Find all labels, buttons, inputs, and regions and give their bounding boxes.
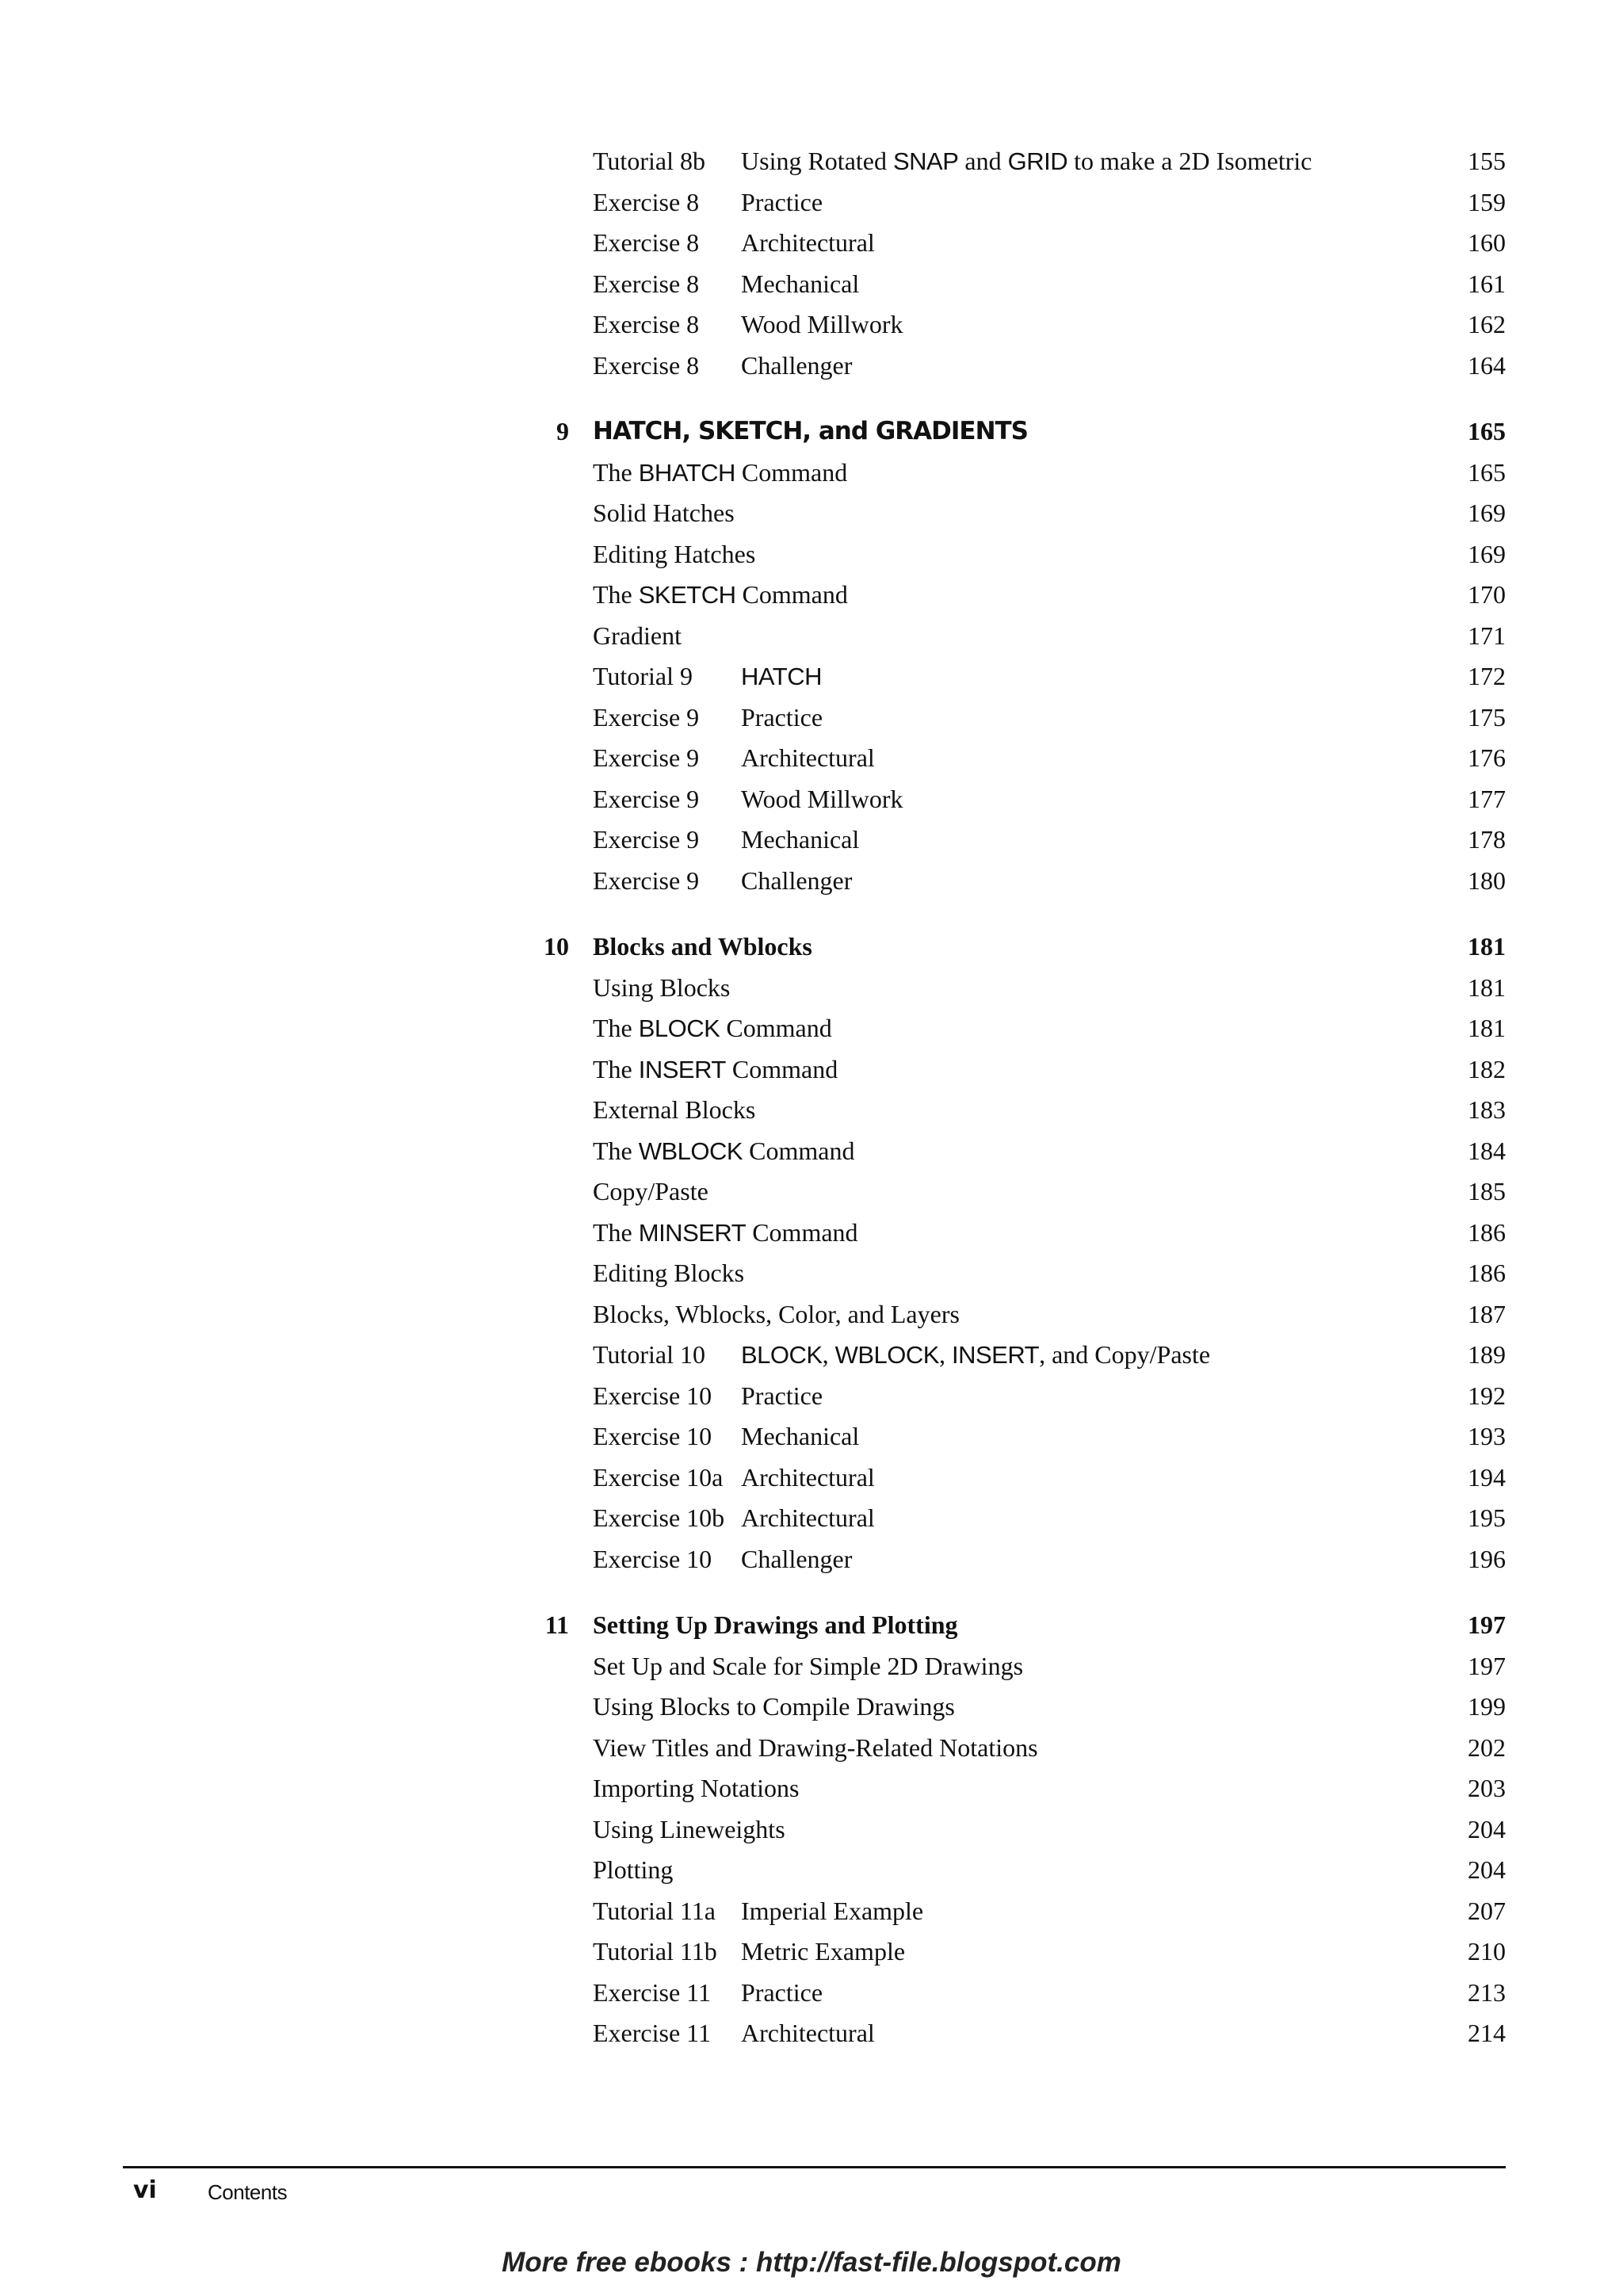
page-number: 171 — [1468, 621, 1506, 650]
toc-entry-row[interactable] — [0, 697, 1623, 737]
section-title: The BLOCK Command — [593, 1014, 832, 1042]
page-number: 202 — [1468, 1733, 1506, 1762]
page-number: 184 — [1468, 1137, 1506, 1165]
entry-label: Exercise 10b — [593, 1503, 725, 1532]
toc-entry-row[interactable] — [0, 861, 1623, 900]
page-number: 183 — [1468, 1095, 1506, 1124]
entry-title: Challenger — [741, 1545, 853, 1573]
toc-entry-row[interactable] — [0, 1539, 1623, 1579]
toc-entry-row[interactable] — [0, 182, 1623, 222]
toc-entry-row[interactable] — [0, 346, 1623, 385]
footer-page-number: vi — [133, 2176, 157, 2204]
page-number: 186 — [1468, 1218, 1506, 1247]
section-title: Solid Hatches — [593, 499, 735, 527]
entry-title: Architectural — [741, 1503, 875, 1532]
footer-section-label: Contents — [208, 2180, 288, 2204]
entry-label: Tutorial 8b — [593, 147, 705, 175]
toc-entry-row[interactable] — [0, 1973, 1623, 2012]
toc-section-row[interactable] — [0, 575, 1623, 614]
entry-title: BLOCK, WBLOCK, INSERT, and Copy/Paste — [741, 1340, 1211, 1369]
toc-entry-row[interactable] — [0, 1376, 1623, 1415]
entry-title: Using Rotated SNAP and GRID to make a 2D Isometric — [741, 147, 1312, 175]
toc-entry-row[interactable] — [0, 1891, 1623, 1931]
toc-section-row[interactable] — [0, 1646, 1623, 1686]
section-title: The MINSERT Command — [593, 1218, 858, 1247]
page-number: 189 — [1468, 1340, 1506, 1369]
page-number: 169 — [1468, 540, 1506, 568]
entry-label: Exercise 10 — [593, 1545, 712, 1573]
page-number: 176 — [1468, 743, 1506, 772]
toc-entry-row[interactable] — [0, 656, 1623, 696]
entry-label: Exercise 8 — [593, 228, 700, 257]
page-number: 187 — [1468, 1300, 1506, 1328]
section-title: The BHATCH Command — [593, 458, 848, 487]
page-number: 159 — [1468, 188, 1506, 216]
page-number: 181 — [1468, 973, 1506, 1002]
entry-title: Architectural — [741, 1463, 875, 1492]
toc-section-row[interactable] — [0, 1294, 1623, 1334]
toc-entry-row[interactable] — [0, 819, 1623, 859]
page-number: 165 — [1468, 458, 1506, 487]
toc-section-row[interactable] — [0, 1049, 1623, 1089]
chapter-title: Blocks and Wblocks — [593, 932, 812, 961]
page-number: 180 — [1468, 866, 1506, 895]
entry-title: Practice — [741, 703, 823, 732]
section-title: Editing Hatches — [593, 540, 756, 568]
page-number: 164 — [1468, 351, 1506, 380]
entry-title: Architectural — [741, 2019, 875, 2047]
toc-section-row[interactable] — [0, 453, 1623, 492]
toc-entry-row[interactable] — [0, 1498, 1623, 1538]
entry-label: Exercise 8 — [593, 351, 700, 380]
page-number: 214 — [1468, 2019, 1506, 2047]
entry-title: Challenger — [741, 866, 853, 895]
entry-title: Wood Millwork — [741, 785, 903, 813]
toc-section-row[interactable] — [0, 1850, 1623, 1889]
entry-label: Exercise 11 — [593, 2019, 711, 2047]
section-title: View Titles and Drawing-Related Notations — [593, 1733, 1038, 1762]
entry-title: Practice — [741, 188, 823, 216]
toc-section-row[interactable] — [0, 1131, 1623, 1171]
section-title: Importing Notations — [593, 1774, 800, 1802]
page-number: 199 — [1468, 1692, 1506, 1721]
section-title: The WBLOCK Command — [593, 1137, 855, 1165]
toc-section-row[interactable] — [0, 1728, 1623, 1767]
entry-label: Exercise 11 — [593, 1978, 711, 2007]
toc-section-row[interactable] — [0, 1687, 1623, 1726]
entry-label: Exercise 10 — [593, 1381, 712, 1410]
section-title: The INSERT Command — [593, 1055, 838, 1083]
toc-entry-row[interactable] — [0, 738, 1623, 777]
section-title: Plotting — [593, 1855, 674, 1884]
toc-chapter-row[interactable] — [0, 926, 1623, 966]
page-number: 165 — [1468, 417, 1506, 445]
page-number: 195 — [1468, 1503, 1506, 1532]
section-title: Editing Blocks — [593, 1259, 745, 1287]
page-number: 162 — [1468, 310, 1506, 338]
section-title: Blocks, Wblocks, Color, and Layers — [593, 1300, 960, 1328]
page-number: 204 — [1468, 1855, 1506, 1884]
toc-section-row[interactable] — [0, 1809, 1623, 1849]
toc-section-row[interactable] — [0, 493, 1623, 533]
toc-section-row[interactable] — [0, 1171, 1623, 1211]
page-number: 185 — [1468, 1177, 1506, 1205]
toc-section-row[interactable] — [0, 1213, 1623, 1252]
toc-section-row[interactable] — [0, 1768, 1623, 1808]
page-number: 204 — [1468, 1815, 1506, 1843]
page-number: 210 — [1468, 1937, 1506, 1966]
chapter-title: HATCH, SKETCH, and GRADIENTS — [593, 417, 1029, 445]
toc-section-row[interactable] — [0, 1090, 1623, 1129]
section-title: Gradient — [593, 621, 682, 650]
entry-label: Tutorial 11b — [593, 1937, 717, 1966]
page-number: 175 — [1468, 703, 1506, 732]
toc-entry-row[interactable] — [0, 2013, 1623, 2053]
entry-title: Challenger — [741, 351, 853, 380]
page-number: 197 — [1468, 1652, 1506, 1680]
toc-section-row[interactable] — [0, 534, 1623, 574]
toc-entry-row[interactable] — [0, 1931, 1623, 1971]
page-number: 169 — [1468, 499, 1506, 527]
entry-label: Tutorial 11a — [593, 1897, 716, 1925]
toc-entry-row[interactable] — [0, 223, 1623, 262]
section-title: The SKETCH Command — [593, 580, 848, 609]
section-title: Set Up and Scale for Simple 2D Drawings — [593, 1652, 1024, 1680]
page-number: 213 — [1468, 1978, 1506, 2007]
page-number: 181 — [1468, 932, 1506, 961]
entry-label: Exercise 9 — [593, 703, 700, 732]
section-title: Copy/Paste — [593, 1177, 708, 1205]
page-number: 181 — [1468, 1014, 1506, 1042]
footer-rule — [123, 2166, 1506, 2168]
toc-section-row[interactable] — [0, 968, 1623, 1007]
page-number: 197 — [1468, 1610, 1506, 1639]
entry-label: Exercise 9 — [593, 743, 700, 772]
page-number: 161 — [1468, 269, 1506, 298]
chapter-number: 10 — [544, 932, 569, 961]
chapter-number: 9 — [556, 417, 569, 445]
entry-title: Architectural — [741, 228, 875, 257]
entry-label: Exercise 9 — [593, 866, 700, 895]
entry-title: Wood Millwork — [741, 310, 903, 338]
entry-label: Exercise 10 — [593, 1422, 712, 1450]
page-number: 186 — [1468, 1259, 1506, 1287]
entry-label: Tutorial 10 — [593, 1340, 705, 1369]
page-number: 170 — [1468, 580, 1506, 609]
entry-label: Tutorial 9 — [593, 662, 693, 690]
entry-label: Exercise 8 — [593, 310, 700, 338]
page-number: 182 — [1468, 1055, 1506, 1083]
entry-title: Mechanical — [741, 269, 860, 298]
entry-title: Practice — [741, 1381, 823, 1410]
entry-title: Mechanical — [741, 825, 860, 854]
toc-entry-row[interactable] — [0, 1457, 1623, 1497]
chapter-title: Setting Up Drawings and Plotting — [593, 1610, 958, 1639]
page-number: 193 — [1468, 1422, 1506, 1450]
entry-title: Imperial Example — [741, 1897, 924, 1925]
section-title: Using Lineweights — [593, 1815, 785, 1843]
toc-section-row[interactable] — [0, 616, 1623, 655]
chapter-number: 11 — [544, 1610, 569, 1639]
toc-chapter-row[interactable] — [0, 1605, 1623, 1645]
entry-title: Architectural — [741, 743, 875, 772]
toc-section-row[interactable] — [0, 1253, 1623, 1293]
entry-title: Metric Example — [741, 1937, 906, 1966]
toc-entry-row[interactable] — [0, 304, 1623, 344]
toc-entry-row[interactable] — [0, 1416, 1623, 1456]
section-title: Using Blocks — [593, 973, 731, 1002]
section-title: External Blocks — [593, 1095, 756, 1124]
toc-entry-row[interactable] — [0, 141, 1623, 181]
page-number: 172 — [1468, 662, 1506, 690]
entry-label: Exercise 10a — [593, 1463, 724, 1492]
section-title: Using Blocks to Compile Drawings — [593, 1692, 955, 1721]
promo-link-text[interactable]: More free ebooks : http://fast-file.blogspot.com — [502, 2247, 1121, 2278]
page-number: 192 — [1468, 1381, 1506, 1410]
entry-label: Exercise 8 — [593, 188, 700, 216]
toc-entry-row[interactable] — [0, 264, 1623, 304]
entry-title: HATCH — [741, 663, 822, 690]
entry-title: Mechanical — [741, 1422, 860, 1450]
toc-entry-row[interactable] — [0, 1335, 1623, 1374]
page-number: 194 — [1468, 1463, 1506, 1492]
page-number: 178 — [1468, 825, 1506, 854]
page-number: 196 — [1468, 1545, 1506, 1573]
toc-chapter-row[interactable] — [0, 411, 1623, 451]
entry-label: Exercise 8 — [593, 269, 700, 298]
page-number: 160 — [1468, 228, 1506, 257]
entry-title: Practice — [741, 1978, 823, 2007]
page-number: 203 — [1468, 1774, 1506, 1802]
entry-label: Exercise 9 — [593, 785, 700, 813]
page-number: 207 — [1468, 1897, 1506, 1925]
toc-entry-row[interactable] — [0, 779, 1623, 819]
toc-section-row[interactable] — [0, 1008, 1623, 1048]
entry-label: Exercise 9 — [593, 825, 700, 854]
page-number: 177 — [1468, 785, 1506, 813]
page-number: 155 — [1468, 147, 1506, 175]
